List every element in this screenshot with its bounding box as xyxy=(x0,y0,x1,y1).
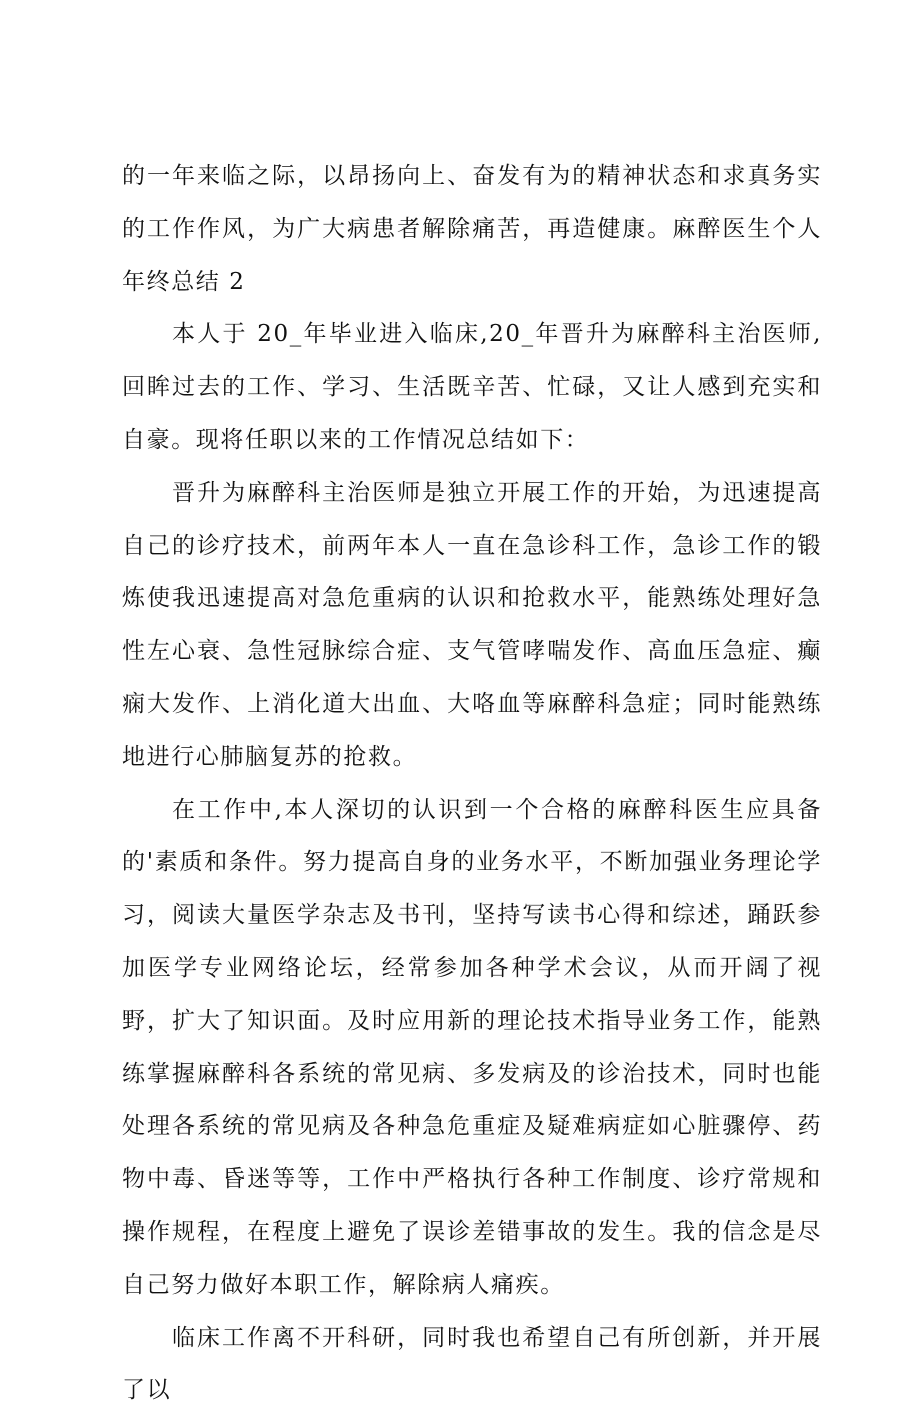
paragraph-work: 在工作中,本人深切的认识到一个合格的麻醉科医生应具备的'素质和条件。努力提高自身的业务水平，不断加强业务理论学习，阅读大量医学杂志及书刊，坚持写读书心得和综述，踊跃参加医学专业网络论坛，经常参加各种学术会议，从而开阔了视野，扩大了知识面。及时应用新的理论技术指导业务工作，能熟练掌握麻醉科各系统的常见病、多发病及的诊治技术，同时也能处理各系统的常见病及各种急危重症及疑难病症如心脏骤停、药物中毒、昏迷等等，工作中严格执行各种工作制度、诊疗常规和操作规程，在程度上避免了误诊差错事故的发生。我的信念是尽自己努力做好本职工作，解除病人痛疾。 xyxy=(122,796,822,1298)
paragraph-research: 临床工作离不开科研，同时我也希望自己有所创新，并开展了以 xyxy=(122,1324,822,1404)
paragraph-intro: 本人于 20_年毕业进入临床,20_年晋升为麻醉科主治医师,回眸过去的工作、学习、生活既辛苦、忙碌，又让人感到充实和自豪。现将任职以来的工作情况总结如下： xyxy=(122,321,822,453)
paragraph-promotion: 晋升为麻醉科主治医师是独立开展工作的开始，为迅速提高自己的诊疗技术，前两年本人一直在急诊科工作，急诊工作的锻炼使我迅速提高对急危重病的认识和抢救水平，能熟练处理好急性左心衰、急性冠脉综合症、支气管哮喘发作、高血压急症、癫痫大发作、上消化道大出血、大咯血等麻醉科急症；同时能熟练地进行心肺脑复苏的抢救。 xyxy=(122,479,822,770)
document-body xyxy=(122,150,822,1417)
paragraph-continuation: 的一年来临之际，以昂扬向上、奋发有为的精神状态和求真务实的工作作风，为广大病患者解除痛苦，再造健康。麻醉医生个人年终总结 2 xyxy=(122,163,822,295)
